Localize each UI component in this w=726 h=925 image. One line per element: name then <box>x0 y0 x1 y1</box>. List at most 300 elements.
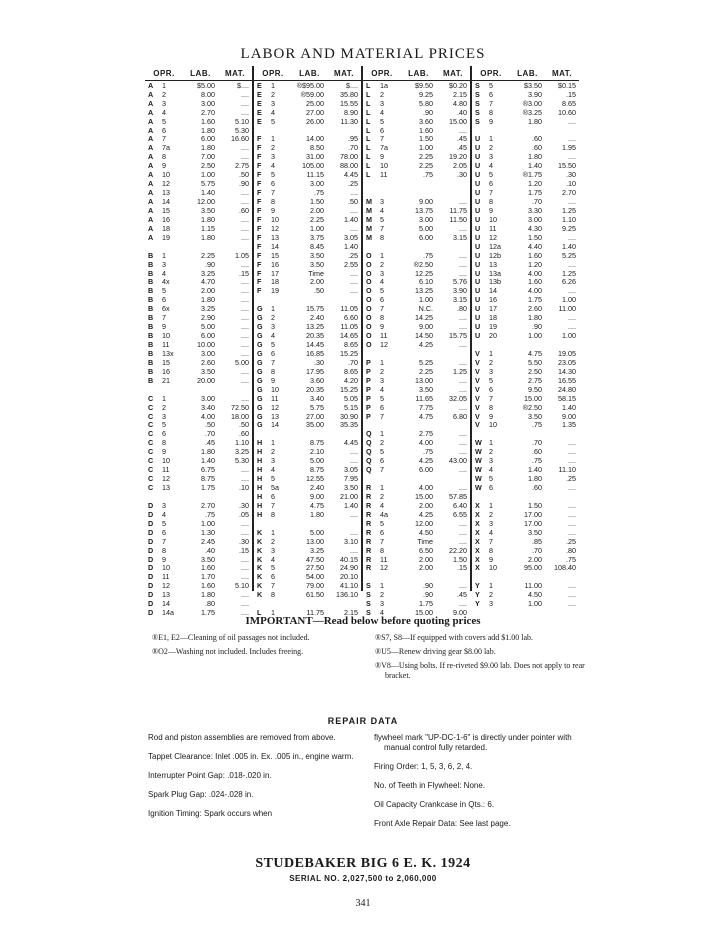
labor-price: 3.50 <box>419 384 433 394</box>
table-row <box>145 90 252 99</box>
labor-price: .70 <box>532 545 542 555</box>
opr-code <box>472 109 510 116</box>
labor-price: 1.60 <box>528 250 542 260</box>
table-row <box>254 278 361 287</box>
material-price: 2.15 <box>453 89 467 99</box>
table-row <box>254 224 361 233</box>
opr-number: 8 <box>162 438 166 448</box>
material-price: .25 <box>566 474 576 484</box>
opr-number: 12 <box>271 223 279 233</box>
opr-letter: A <box>148 89 154 99</box>
material-price: .15 <box>239 545 249 555</box>
opr-letter: P <box>366 384 371 394</box>
opr-number: 12 <box>380 340 388 350</box>
opr-code <box>363 189 401 196</box>
material-price: .... <box>459 527 467 537</box>
opr-code <box>254 404 292 411</box>
table-row <box>254 358 361 367</box>
table-row <box>472 430 579 439</box>
page-number: 341 <box>355 898 371 909</box>
table-row <box>363 555 470 564</box>
material-price: 40.15 <box>340 554 358 564</box>
opr-number: 6 <box>271 179 275 189</box>
table-row <box>254 322 361 331</box>
opr-number: 7 <box>380 536 384 546</box>
table-row <box>363 590 470 599</box>
opr-letter: G <box>257 304 263 314</box>
material-price: .30 <box>239 500 249 510</box>
table-row <box>363 412 470 421</box>
opr-code <box>472 305 510 312</box>
opr-letter: B <box>148 313 154 323</box>
labor-price: 3.00 <box>310 179 324 189</box>
material-price: 21.00 <box>340 491 358 501</box>
opr-letter: L <box>366 116 371 126</box>
opr-letter: L <box>366 107 371 117</box>
table-row <box>472 385 579 394</box>
opr-letter: S <box>366 590 371 600</box>
labor-price: 2.25 <box>419 152 433 162</box>
table-row <box>145 465 252 474</box>
material-price: .30 <box>239 536 249 546</box>
material-price: .... <box>568 286 576 296</box>
opr-code <box>145 556 183 563</box>
material-price: 11.30 <box>340 116 358 126</box>
opr-code <box>363 591 401 598</box>
table-row <box>363 108 470 117</box>
table-row <box>363 528 470 537</box>
opr-number: 6 <box>380 402 384 412</box>
labor-price: 14.00 <box>306 134 324 144</box>
material-price: .60 <box>239 205 249 215</box>
opr-code <box>145 180 183 187</box>
table-row <box>254 215 361 224</box>
table-row <box>145 135 252 144</box>
opr-code <box>363 547 401 554</box>
opr-code <box>254 225 292 232</box>
opr-letter: D <box>148 536 154 546</box>
opr-code <box>145 225 183 232</box>
opr-code <box>145 475 183 482</box>
material-price: .... <box>459 357 467 367</box>
opr-code <box>254 368 292 375</box>
material-price: .... <box>241 107 249 117</box>
material-price: .... <box>568 590 576 600</box>
table-row <box>145 492 252 501</box>
opr-number: 4 <box>271 331 275 341</box>
material-price: .... <box>568 456 576 466</box>
opr-letter: R <box>366 563 372 573</box>
labor-price: .75 <box>205 509 215 519</box>
opr-letter: C <box>148 420 154 430</box>
opr-number: 16 <box>271 259 279 269</box>
material-price: 10.60 <box>558 107 576 117</box>
table-row <box>145 170 252 179</box>
opr-number: 7 <box>271 500 275 510</box>
table-row <box>254 546 361 555</box>
opr-letter: F <box>257 197 262 207</box>
material-price: 4.45 <box>344 170 358 180</box>
labor-price: ®59.00 <box>300 89 324 99</box>
opr-number: 2 <box>380 438 384 448</box>
table-row <box>472 403 579 412</box>
opr-number: 17 <box>489 304 497 314</box>
column-header <box>363 66 470 81</box>
opr-number: 5 <box>162 518 166 528</box>
labor-price: 1.40 <box>528 465 542 475</box>
opr-number: 9 <box>380 322 384 332</box>
opr-letter: V <box>475 384 480 394</box>
opr-code <box>363 207 401 214</box>
table-row <box>145 331 252 340</box>
material-price: .... <box>568 152 576 162</box>
opr-code <box>254 162 292 169</box>
labor-price: 6.00 <box>419 232 433 242</box>
opr-code <box>472 466 510 473</box>
opr-number: 19 <box>162 232 170 242</box>
opr-code <box>472 278 510 285</box>
opr-number: 10 <box>380 161 388 171</box>
opr-code <box>472 323 510 330</box>
opr-number: 4 <box>489 161 493 171</box>
opr-number: 14 <box>271 241 279 251</box>
table-row <box>254 269 361 278</box>
opr-number: 7 <box>380 223 384 233</box>
table-row <box>145 421 252 430</box>
opr-code <box>363 475 401 482</box>
material-price: .... <box>241 277 249 287</box>
material-price: .... <box>241 188 249 198</box>
opr-code <box>363 144 401 151</box>
opr-code <box>472 135 510 142</box>
material-price: .... <box>459 483 467 493</box>
opr-code <box>472 216 510 223</box>
table-row <box>363 573 470 582</box>
opr-number: 2 <box>489 357 493 367</box>
table-row <box>363 358 470 367</box>
labor-price: 2.00 <box>419 500 433 510</box>
labor-price: 3.40 <box>201 402 215 412</box>
material-price: .... <box>350 447 358 457</box>
labor-price: 2.90 <box>201 313 215 323</box>
table-row <box>472 501 579 510</box>
table-row <box>363 483 470 492</box>
table-row <box>254 233 361 242</box>
table-row <box>363 233 470 242</box>
opr-number: 1 <box>489 500 493 510</box>
material-price: .... <box>568 232 576 242</box>
table-row <box>145 117 252 126</box>
opr-letter: S <box>475 89 480 99</box>
opr-letter: F <box>257 250 262 260</box>
labor-price: 12.00 <box>415 518 433 528</box>
opr-letter: B <box>148 331 154 341</box>
material-price: 16.55 <box>558 375 576 385</box>
labor-price: 1.30 <box>201 527 215 537</box>
labor-price: 61.50 <box>306 590 324 600</box>
material-price: 35.35 <box>340 420 358 430</box>
opr-code <box>145 207 183 214</box>
material-price: .... <box>241 572 249 582</box>
opr-letter: M <box>366 223 372 233</box>
opr-code <box>145 109 183 116</box>
opr-code <box>254 153 292 160</box>
table-row <box>145 313 252 322</box>
table-row <box>472 260 579 269</box>
opr-letter: K <box>257 554 263 564</box>
opr-letter: S <box>366 599 371 609</box>
material-price: 1.35 <box>562 420 576 430</box>
opr-number: 5 <box>380 286 384 296</box>
opr-code <box>363 600 401 607</box>
opr-letter: U <box>475 304 481 314</box>
material-price: .... <box>568 134 576 144</box>
opr-letter: R <box>366 483 372 493</box>
material-price: 1.50 <box>453 554 467 564</box>
opr-code <box>472 502 510 509</box>
opr-number: 1 <box>271 134 275 144</box>
table-row <box>254 296 361 305</box>
opr-letter: U <box>475 205 481 215</box>
material-price: .15 <box>239 268 249 278</box>
labor-price: 2.00 <box>528 554 542 564</box>
opr-letter: S <box>366 581 371 591</box>
table-row <box>145 304 252 313</box>
opr-code <box>254 109 292 116</box>
opr-code <box>472 144 510 151</box>
opr-letter: F <box>257 286 262 296</box>
opr-letter: H <box>257 474 263 484</box>
labor-price: 5.00 <box>201 322 215 332</box>
opr-letter: P <box>366 393 371 403</box>
material-price: .25 <box>348 250 358 260</box>
material-price: 72.50 <box>231 402 249 412</box>
material-price: 15.50 <box>558 161 576 171</box>
table-row <box>254 439 361 448</box>
labor-price: 1.15 <box>201 223 215 233</box>
opr-number: 1 <box>489 581 493 591</box>
opr-letter: E <box>257 116 262 126</box>
opr-code <box>363 323 401 330</box>
opr-letter: F <box>257 179 262 189</box>
opr-letter: C <box>148 411 154 421</box>
opr-number: 14 <box>162 197 170 207</box>
table-row <box>472 510 579 519</box>
opr-code <box>472 457 510 464</box>
opr-number: 10 <box>489 563 497 573</box>
opr-number: 5 <box>271 116 275 126</box>
labor-price: 10.00 <box>197 340 215 350</box>
labor-price: 1.50 <box>528 232 542 242</box>
material-price: 1.25 <box>453 366 467 376</box>
opr-letter: A <box>148 80 154 90</box>
opr-letter: D <box>148 527 154 537</box>
table-row <box>145 224 252 233</box>
table-row <box>472 367 579 376</box>
opr-code <box>472 234 510 241</box>
material-price: 3.25 <box>235 447 249 457</box>
labor-price: 1.00 <box>310 223 324 233</box>
opr-letter: G <box>257 340 263 350</box>
opr-code <box>254 538 292 545</box>
material-price: .... <box>459 268 467 278</box>
labor-price: 2.60 <box>201 357 215 367</box>
opr-letter: V <box>475 357 480 367</box>
table-row <box>254 403 361 412</box>
opr-number: 2 <box>271 447 275 457</box>
material-price: .... <box>241 527 249 537</box>
labor-price: 11.75 <box>306 608 324 618</box>
labor-price: 13.00 <box>306 536 324 546</box>
opr-number: 4 <box>489 465 493 475</box>
material-price: 3.15 <box>453 232 467 242</box>
table-row <box>363 260 470 269</box>
opr-number: 17 <box>271 268 279 278</box>
opr-letter: P <box>366 357 371 367</box>
opr-letter: O <box>366 304 372 314</box>
opr-letter: E <box>257 107 262 117</box>
table-row <box>363 90 470 99</box>
labor-price: 1.80 <box>201 295 215 305</box>
opr-code <box>472 180 510 187</box>
table-row <box>254 367 361 376</box>
labor-price: 2.40 <box>310 483 324 493</box>
opr-letter: A <box>148 125 154 135</box>
table-row <box>472 582 579 591</box>
header-lab: LAB. <box>299 68 320 78</box>
labor-price: 3.50 <box>201 366 215 376</box>
opr-code <box>363 216 401 223</box>
opr-number: 1 <box>271 80 275 90</box>
labor-price: 1.50 <box>310 197 324 207</box>
labor-price: ®1.75 <box>522 170 542 180</box>
opr-number: 1 <box>489 134 493 144</box>
table-row <box>254 483 361 492</box>
opr-number: 3 <box>271 322 275 332</box>
opr-letter: H <box>257 465 263 475</box>
labor-price: 6.10 <box>419 277 433 287</box>
opr-number: 5 <box>271 563 275 573</box>
material-price: 15.75 <box>449 331 467 341</box>
opr-code <box>363 171 401 178</box>
labor-price: 1.75 <box>201 608 215 618</box>
opr-letter: L <box>366 152 371 162</box>
opr-code <box>363 573 401 580</box>
labor-price: 12.00 <box>197 197 215 207</box>
material-price: 8.90 <box>344 107 358 117</box>
opr-code <box>472 91 510 98</box>
opr-number: 5 <box>162 116 166 126</box>
material-price: 8.65 <box>344 340 358 350</box>
opr-letter: O <box>366 295 372 305</box>
note-item: ®U5—Renew driving gear $8.00 lab. <box>375 647 496 656</box>
opr-letter: B <box>148 268 154 278</box>
opr-letter: U <box>475 250 481 260</box>
labor-price: 1.00 <box>201 518 215 528</box>
labor-price: 11.65 <box>415 393 433 403</box>
opr-number: 2 <box>162 402 166 412</box>
labor-price: .50 <box>314 286 324 296</box>
opr-number: 1a <box>380 80 388 90</box>
labor-price: 3.00 <box>201 393 215 403</box>
table-row <box>363 144 470 153</box>
opr-letter: M <box>366 214 372 224</box>
table-row <box>472 412 579 421</box>
opr-code <box>254 395 292 402</box>
opr-code <box>145 323 183 330</box>
material-price: 15.55 <box>340 98 358 108</box>
opr-letter: E <box>257 98 262 108</box>
table-row <box>472 108 579 117</box>
opr-code <box>254 305 292 312</box>
table-row <box>254 412 361 421</box>
labor-price: 1.20 <box>528 259 542 269</box>
opr-letter: G <box>257 313 263 323</box>
table-row <box>472 358 579 367</box>
repair-data-heading: REPAIR DATA <box>327 716 399 726</box>
opr-letter: L <box>366 170 371 180</box>
opr-code <box>254 502 292 509</box>
material-price: .... <box>568 438 576 448</box>
opr-code <box>363 395 401 402</box>
table-row <box>472 188 579 197</box>
table-row <box>145 81 252 90</box>
labor-price: 3.30 <box>528 205 542 215</box>
material-price: .... <box>350 545 358 555</box>
labor-price: 15.75 <box>306 304 324 314</box>
table-row <box>254 135 361 144</box>
material-price: $0.20 <box>449 80 467 90</box>
material-price: .40 <box>457 107 467 117</box>
table-row <box>363 296 470 305</box>
material-price: 11.10 <box>558 465 576 475</box>
opr-letter: D <box>148 509 154 519</box>
material-price: .... <box>241 563 249 573</box>
labor-price: 1.80 <box>201 125 215 135</box>
opr-letter: L <box>366 161 371 171</box>
opr-code <box>472 252 510 259</box>
table-row <box>363 170 470 179</box>
opr-code <box>363 538 401 545</box>
opr-code <box>145 261 183 268</box>
opr-number: 3 <box>380 375 384 385</box>
table-row <box>472 99 579 108</box>
opr-number: 18 <box>162 223 170 233</box>
opr-letter: W <box>475 447 482 457</box>
labor-price: 8.75 <box>310 438 324 448</box>
footer-title: STUDEBAKER BIG 6 E. K. 1924 <box>255 856 471 871</box>
opr-letter: A <box>148 152 154 162</box>
material-price: 1.05 <box>235 250 249 260</box>
opr-code <box>145 278 183 285</box>
labor-price: 6.75 <box>201 465 215 475</box>
table-row <box>145 412 252 421</box>
table-row <box>363 349 470 358</box>
labor-price: ®3.25 <box>522 107 542 117</box>
opr-number: 2 <box>380 89 384 99</box>
opr-code <box>145 430 183 437</box>
table-row <box>472 304 579 313</box>
material-price: .... <box>241 295 249 305</box>
opr-number: 9 <box>489 554 493 564</box>
material-price: .... <box>241 143 249 153</box>
opr-letter: U <box>475 322 481 332</box>
opr-letter: U <box>475 143 481 153</box>
opr-code <box>363 448 401 455</box>
table-row <box>254 456 361 465</box>
material-price: 6.60 <box>344 313 358 323</box>
labor-price: 3.00 <box>201 348 215 358</box>
